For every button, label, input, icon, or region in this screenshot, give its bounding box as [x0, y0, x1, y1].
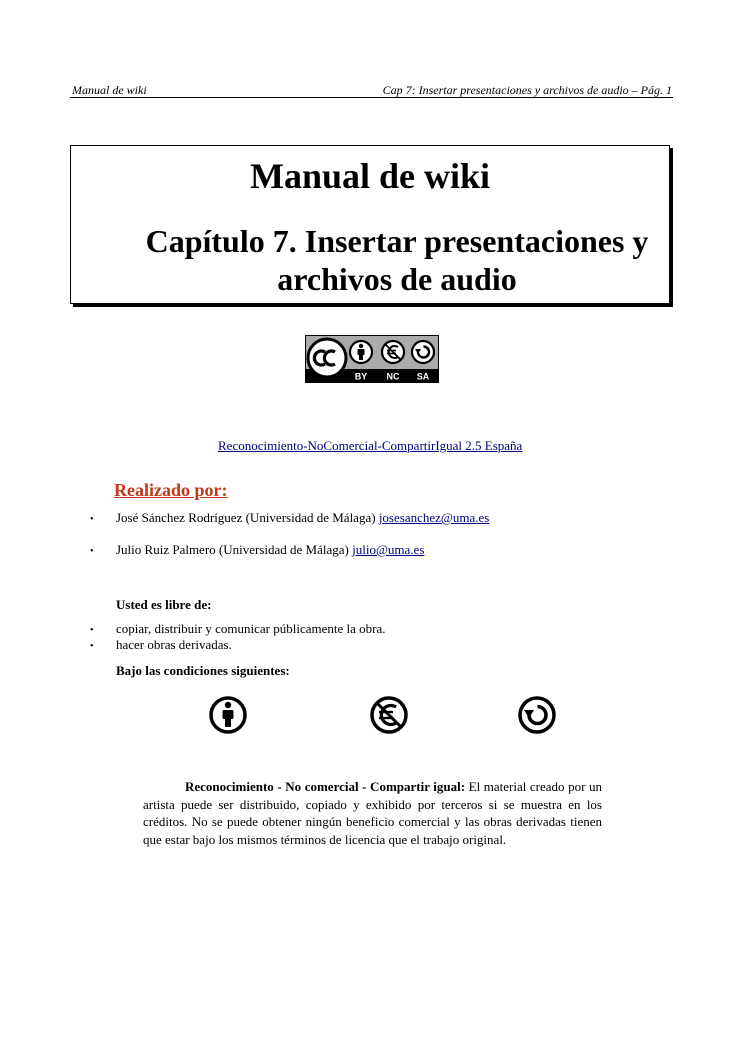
license-link[interactable]: Reconocimiento-NoComercial-CompartirIgual 2.5 España	[218, 438, 523, 453]
badge-label-by: BY	[354, 371, 368, 382]
bullet: •	[90, 546, 94, 557]
sharealike-icon	[412, 341, 434, 363]
page-header	[70, 82, 673, 98]
attribution-icon	[350, 341, 372, 363]
bullet: •	[90, 625, 94, 636]
freedom-text: hacer obras derivadas.	[116, 637, 232, 652]
author-name: Julio Ruiz Palmero (Universidad de Málaga)	[116, 542, 349, 557]
chapter-title: Capítulo 7. Insertar presentaciones y archivos de audio	[145, 223, 649, 297]
bullet: •	[90, 641, 94, 652]
author-email-link[interactable]: josesanchez@uma.es	[378, 510, 490, 525]
author-name: José Sánchez Rodríguez (Universidad de Málaga)	[116, 510, 376, 525]
license-description	[143, 778, 602, 848]
cc-icon	[308, 339, 346, 377]
badge-label-nc: NC	[386, 371, 400, 382]
author-item	[90, 542, 424, 558]
freedom-item	[90, 637, 232, 653]
author-item	[90, 510, 489, 526]
freedom-text: copiar, distribuir y comunicar públicamente la obra.	[116, 621, 386, 636]
attribution-icon	[207, 694, 249, 736]
badge-label-sa: SA	[416, 371, 430, 382]
authors-heading: Realizado por:	[114, 480, 228, 500]
bullet: •	[90, 514, 94, 525]
freedoms-heading: Usted es libre de:	[116, 597, 212, 612]
noncommercial-icon	[368, 694, 410, 736]
title-box	[70, 145, 670, 304]
sharealike-icon	[516, 694, 558, 736]
cc-license-badge[interactable]	[305, 335, 439, 383]
header-right: Cap 7: Insertar presentaciones y archivos de audio – Pág. 1	[382, 83, 672, 97]
license-body: El material creado por un artista puede ser distribuido, copiado y exhibido por terceros si se muestra en los créditos. No se puede obtener ningún beneficio comercial y las obras derivadas tienen que estar bajo los mismos términos de licencia que el trabajo original.	[143, 779, 603, 847]
document-title: Manual de wiki	[249, 156, 491, 196]
conditions-heading: Bajo las condiciones siguientes:	[116, 663, 290, 678]
header-left: Manual de wiki	[72, 83, 147, 97]
license-lead: Reconocimiento - No comercial - Compartir igual:	[185, 779, 466, 794]
noncommercial-icon	[382, 341, 404, 363]
author-email-link[interactable]: julio@uma.es	[352, 542, 425, 557]
freedom-item	[90, 621, 386, 637]
